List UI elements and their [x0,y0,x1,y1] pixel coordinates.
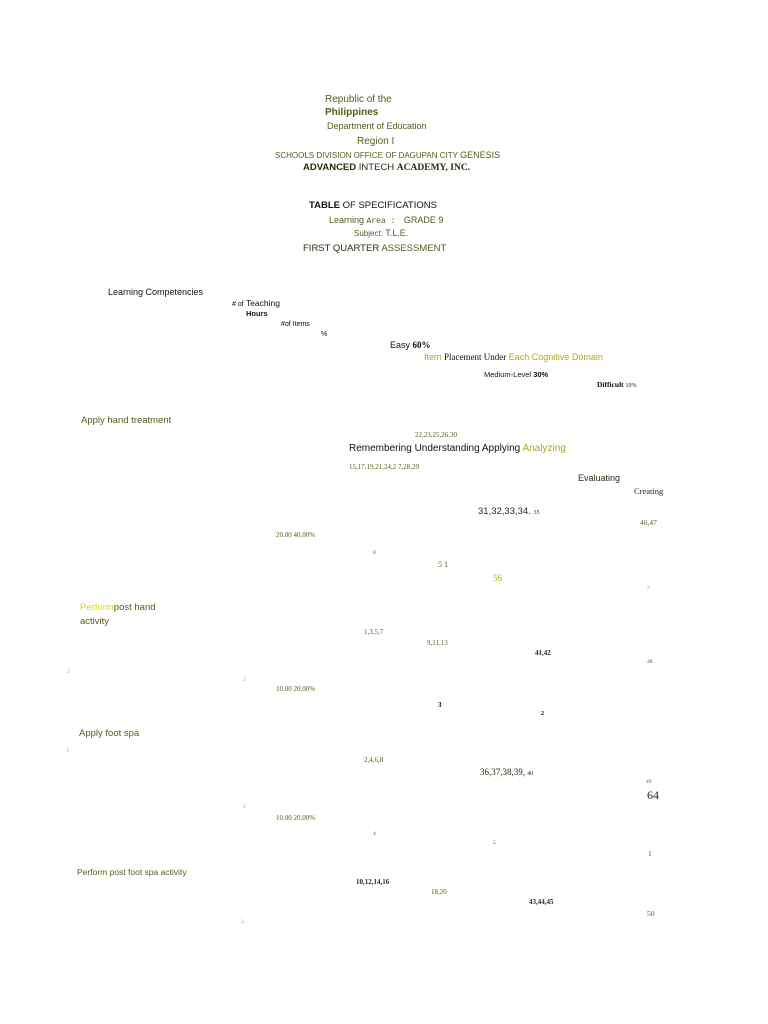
subject-line [354,229,408,238]
r3-remembering-items: 2,4,6,8 [364,756,384,764]
r2-count-items: 2 [243,677,246,683]
domains-main: Remembering Understanding Applying [349,443,521,454]
learning-area-label-a: Learning [329,215,365,225]
col-hours: Hours [246,309,268,318]
competency-perform-post-foot-spa: Perform post foot spa activity [77,867,187,877]
subject-value: T.L.E. [385,228,409,238]
r3-hours: 3 [66,748,69,754]
r4-creating-items: 50 [647,909,655,918]
col-difficult [597,381,637,389]
col-easy [390,341,431,350]
table-of-specifications-title [309,201,437,211]
r1-totals: 20.00 40.00% [276,531,316,539]
header-advanced: ADVANCED [303,162,357,173]
header-genesis: GENESIS [460,150,501,160]
r2-analyzing-items: 41,42 [535,649,551,657]
header-division-label: SCHOOLS DIVISION OFFICE OF DAGUPAN CITY [275,151,458,160]
col-easy-label: Easy [390,340,411,350]
r2-remembering-items: 1,3,5,7 [364,628,384,636]
r3-creating-a: 49 [646,779,652,785]
competency-apply-hand-treatment: Apply hand treatment [81,415,172,426]
r1-analyzing-a: 31,32,33,34. [478,506,531,517]
r2-totals: 10.00 20.00% [276,685,316,693]
col-learning-competencies: Learning Competencies [108,287,204,297]
r4-remembering-items: 10,12,14,16 [356,878,390,886]
r2-understanding-items: 9,11,13 [427,639,448,647]
r1-creating-items: 46,47 [640,518,657,527]
r4-count-items: 2 [241,919,244,925]
col-placement-under: Placement Under [444,352,507,362]
r1-count-mid: 5 1 [438,560,448,569]
domains-row [349,444,566,454]
r1-remembering-items: 22,23,25,26,30 [415,431,457,439]
r3-count-analyzing: 5 [493,840,496,846]
r3-analyzing-items [480,768,533,777]
r4-understanding-items: 18,20 [431,888,447,896]
subject-label: Subject: [354,229,383,238]
r3-analyzing-b: 40 [527,771,534,777]
col-percent: % [321,331,328,338]
r1-count-analyzing: 56 [493,573,502,583]
col-medium [484,371,548,379]
col-teaching-b: Teaching [245,298,280,308]
r1-count-easy: 8 [373,550,376,556]
r1-count-creating: 2 [647,585,650,591]
header-division-office [275,151,500,160]
competency-apply-foot-spa: Apply foot spa [79,728,140,739]
r3-totals: 10.00 20.00% [276,814,316,822]
r2-creating-items: 48 [647,659,653,665]
r3-analyzing-a: 36,37,38,39, [480,767,525,777]
header-school-name [303,163,470,174]
col-teaching-a: # of [232,301,244,308]
col-easy-percent: 60% [412,340,431,350]
r1-understanding-items: 15,17,19,21,24,2 7,28,29 [349,463,419,471]
r2-name-b: post hand [113,602,156,613]
r2-hours: 2 [67,669,70,675]
domain-analyzing: Analyzing [522,443,566,454]
r4-analyzing-items: 43,44,45 [529,898,554,906]
col-item-placement [424,353,603,362]
learning-area [329,216,443,226]
tos-table: TABLE [309,200,340,211]
assessment-word: ASSESSMENT [381,243,447,254]
header-region: Region I [357,136,395,147]
assessment-quarter: FIRST QUARTER [303,243,380,254]
col-medium-label: Medium-Level [484,370,532,379]
tos-of-specifications: OF SPECIFICATIONS [342,200,437,211]
r3-count-items: 2 [243,804,246,810]
col-teaching [232,299,280,308]
header-department: Department of Education [327,121,427,131]
domain-creating: Creating [634,486,664,496]
col-difficult-label: Difficult [597,380,624,389]
header-republic: Republic of the [325,94,392,105]
header-academy: ACADEMY, INC. [396,163,471,173]
domain-evaluating: Evaluating [578,473,621,483]
col-placement-domain: Each Cognitive Domain [508,352,603,362]
col-items: #of Items [281,321,310,328]
learning-area-grade: GRADE 9 [403,215,444,225]
r3-count-remembering: 4 [373,831,376,837]
header-philippines: Philippines [325,107,379,118]
learning-area-label-b: Area : [366,217,396,226]
competency-perform-post-hand [80,603,156,613]
r3-creating-b: 64 [647,788,659,802]
col-difficult-percent: 10% [625,383,637,389]
r2-count-applying: 3 [438,701,442,709]
header-intech: INTECH [358,162,395,173]
assessment-title [303,244,446,254]
r1-analyzing-b: 35 [533,510,540,516]
r2-name-a: Perform [80,602,114,613]
col-medium-percent: 30% [533,370,549,379]
r2-count-analyzing: 2 [541,711,544,717]
r3-count-creating: 1 [648,849,652,858]
col-placement-item: Item [424,352,442,362]
r2-name-activity: activity [80,616,110,627]
r1-analyzing-items [478,507,539,517]
